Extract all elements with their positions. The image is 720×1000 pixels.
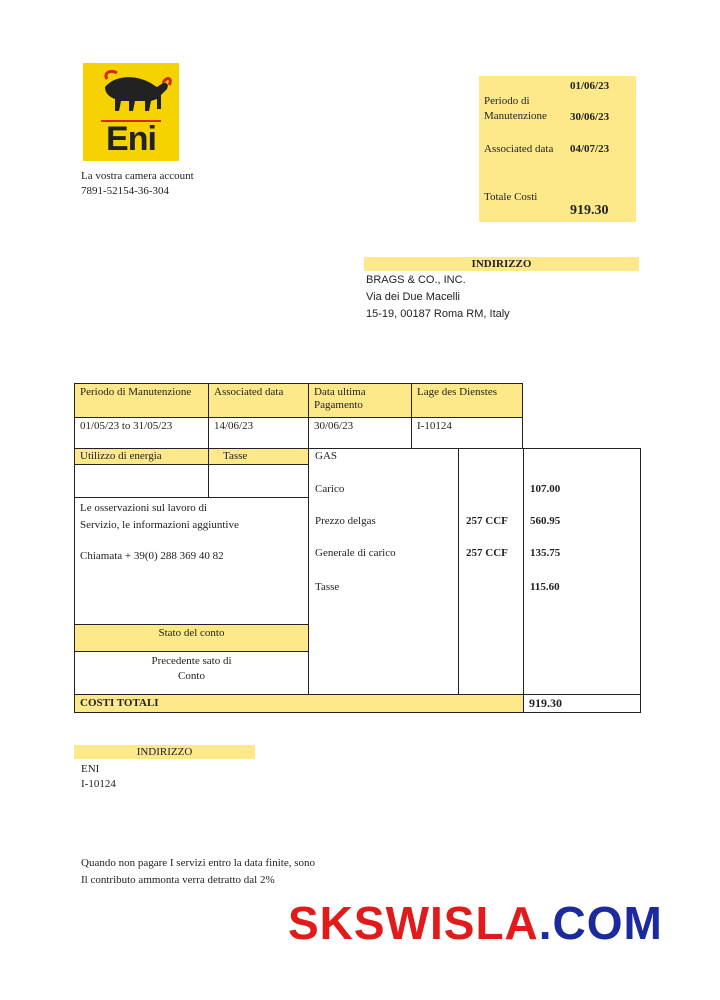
tax-value bbox=[208, 464, 309, 498]
charge-qty-1: 257 CCF bbox=[466, 515, 508, 527]
address-heading: INDIRIZZO bbox=[364, 257, 639, 271]
watermark-part-1: SKSWISLA bbox=[288, 897, 539, 949]
account-status-heading: Stato del conto bbox=[74, 624, 309, 652]
address-block bbox=[366, 272, 510, 323]
notes-box bbox=[74, 497, 309, 625]
summary-associated-value: 04/07/23 bbox=[570, 143, 610, 155]
value-associated: 14/06/23 bbox=[208, 417, 309, 449]
summary-total-label: Totale Costi bbox=[484, 191, 538, 203]
payment-note bbox=[81, 855, 315, 889]
notes-line-1: Le osservazioni sul lavoro di bbox=[80, 502, 208, 514]
total-costs-value: 919.30 bbox=[523, 694, 641, 713]
charge-amount-1: 560.95 bbox=[530, 515, 561, 527]
energy-usage-value bbox=[74, 464, 209, 498]
charge-label-2: Generale di carico bbox=[315, 547, 396, 559]
charge-label-3: Tasse bbox=[315, 581, 340, 593]
summary-period-label: Periodo di Manutenzione bbox=[484, 95, 547, 122]
charge-label-1: Prezzo delgas bbox=[315, 515, 376, 527]
footer-address-line-2: I-10124 bbox=[81, 778, 116, 790]
previous-balance-line-1: Precedente sato di bbox=[151, 655, 232, 667]
summary-box bbox=[479, 76, 636, 222]
previous-balance-box bbox=[74, 651, 309, 695]
charges-divider-2 bbox=[523, 448, 524, 713]
value-last-payment: 30/06/23 bbox=[308, 417, 412, 449]
charges-box bbox=[308, 448, 641, 695]
eni-logo bbox=[83, 63, 179, 161]
header-associated: Associated data bbox=[208, 383, 309, 418]
previous-balance-line-2: Conto bbox=[178, 670, 205, 682]
charge-amount-0: 107.00 bbox=[530, 483, 561, 495]
account-label: La vostra camera account bbox=[81, 170, 194, 182]
header-service-location: Lage des Dienstes bbox=[411, 383, 523, 418]
header-last-payment: Data ultima Pagamento bbox=[308, 383, 412, 418]
charge-qty-2: 257 CCF bbox=[466, 547, 508, 559]
charge-amount-2: 135.75 bbox=[530, 547, 561, 559]
notes-line-2: Servizio, le informazioni aggiuntive bbox=[80, 519, 239, 531]
logo-wordmark: Eni bbox=[106, 120, 156, 158]
six-legged-dog-icon bbox=[83, 63, 179, 123]
tax-label: Tasse bbox=[208, 448, 309, 465]
total-costs-label: COSTI TOTALI bbox=[74, 694, 524, 713]
charges-divider-1 bbox=[458, 448, 459, 695]
address-line-3: 15-19, 00187 Roma RM, Italy bbox=[366, 308, 510, 320]
address-line-1: BRAGS & CO., INC. bbox=[366, 274, 466, 286]
payment-note-line-1: Quando non pagare I servizi entro la data finite, sono bbox=[81, 857, 315, 869]
call-number: Chiamata + 39(0) 288 369 40 82 bbox=[80, 550, 224, 562]
value-service-location: I-10124 bbox=[411, 417, 523, 449]
footer-address-block bbox=[81, 762, 116, 792]
address-line-2: Via dei Due Macelli bbox=[366, 291, 460, 303]
payment-note-line-2: Il contributo ammonta verra detratto dal 2% bbox=[81, 874, 275, 886]
footer-address-heading: INDIRIZZO bbox=[74, 745, 255, 759]
summary-total-value: 919.30 bbox=[570, 203, 609, 218]
account-number: 7891-52154-36-304 bbox=[81, 185, 169, 197]
energy-usage-label: Utilizzo di energia bbox=[74, 448, 209, 465]
header-period: Periodo di Manutenzione bbox=[74, 383, 209, 418]
charge-label-0: Carico bbox=[315, 483, 345, 495]
value-period: 01/05/23 to 31/05/23 bbox=[74, 417, 209, 449]
summary-period-from: 01/06/23 bbox=[570, 80, 610, 92]
charge-amount-3: 115.60 bbox=[530, 581, 560, 593]
watermark-part-2: .COM bbox=[538, 897, 663, 949]
footer-address-line-1: ENI bbox=[81, 763, 100, 775]
summary-period-to: 30/06/23 bbox=[570, 111, 610, 123]
watermark bbox=[288, 896, 663, 950]
summary-associated-label: Associated data bbox=[484, 143, 554, 155]
gas-label: GAS bbox=[315, 450, 338, 462]
account-block bbox=[81, 169, 194, 199]
